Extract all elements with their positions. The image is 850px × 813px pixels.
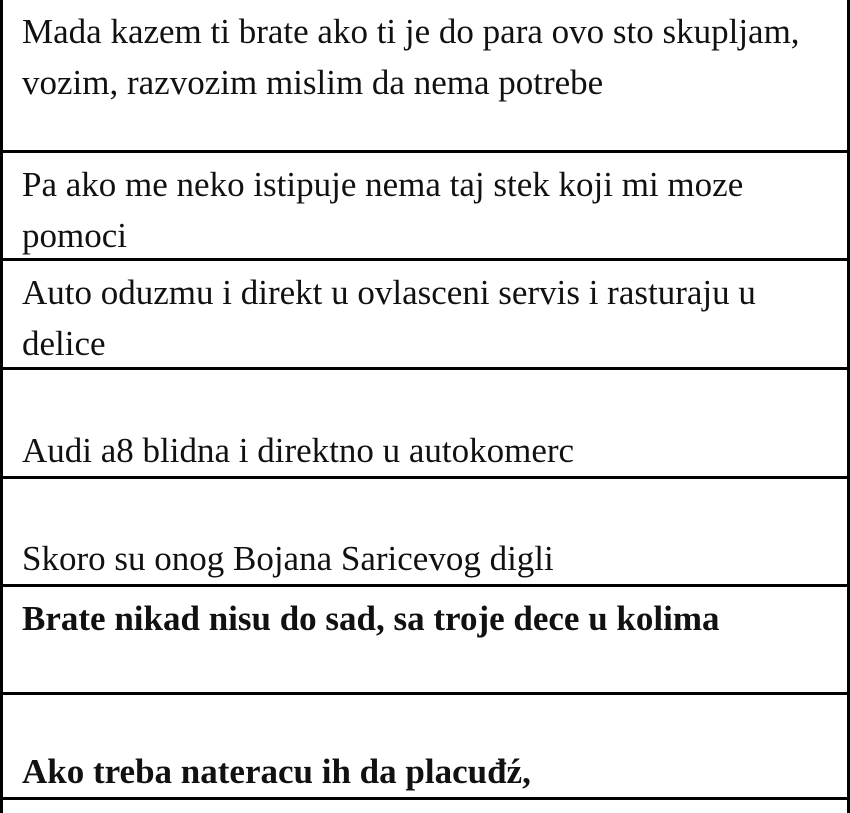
- row-text: Brate nikad nisu do sad, sa troje dece u kolima: [22, 599, 720, 638]
- table-row: [3, 479, 847, 587]
- table-row: [3, 0, 847, 153]
- table-row: [3, 587, 847, 695]
- row-text: Mada kazem ti brate ako ti je do para ovo sto skupljam, vozim, razvozim mislim da nema potrebe: [22, 12, 800, 102]
- row-text: Auto oduzmu i direkt u ovlasceni servis i rasturaju u delice: [22, 273, 756, 363]
- row-text: Ako treba nateracu ih da placuđź,: [22, 752, 531, 791]
- row-text: Audi a8 blidna i direktno u autokomerc: [22, 431, 575, 470]
- row-text: Skoro su onog Bojana Saricevog digli: [22, 539, 554, 578]
- row-text: Pa ako me neko istipuje nema taj stek koji mi moze pomoci: [22, 165, 744, 255]
- table-row: [3, 695, 847, 800]
- table-row: [3, 261, 847, 370]
- table-row: [3, 153, 847, 261]
- table-row: [3, 370, 847, 479]
- table-row-empty: [3, 800, 847, 813]
